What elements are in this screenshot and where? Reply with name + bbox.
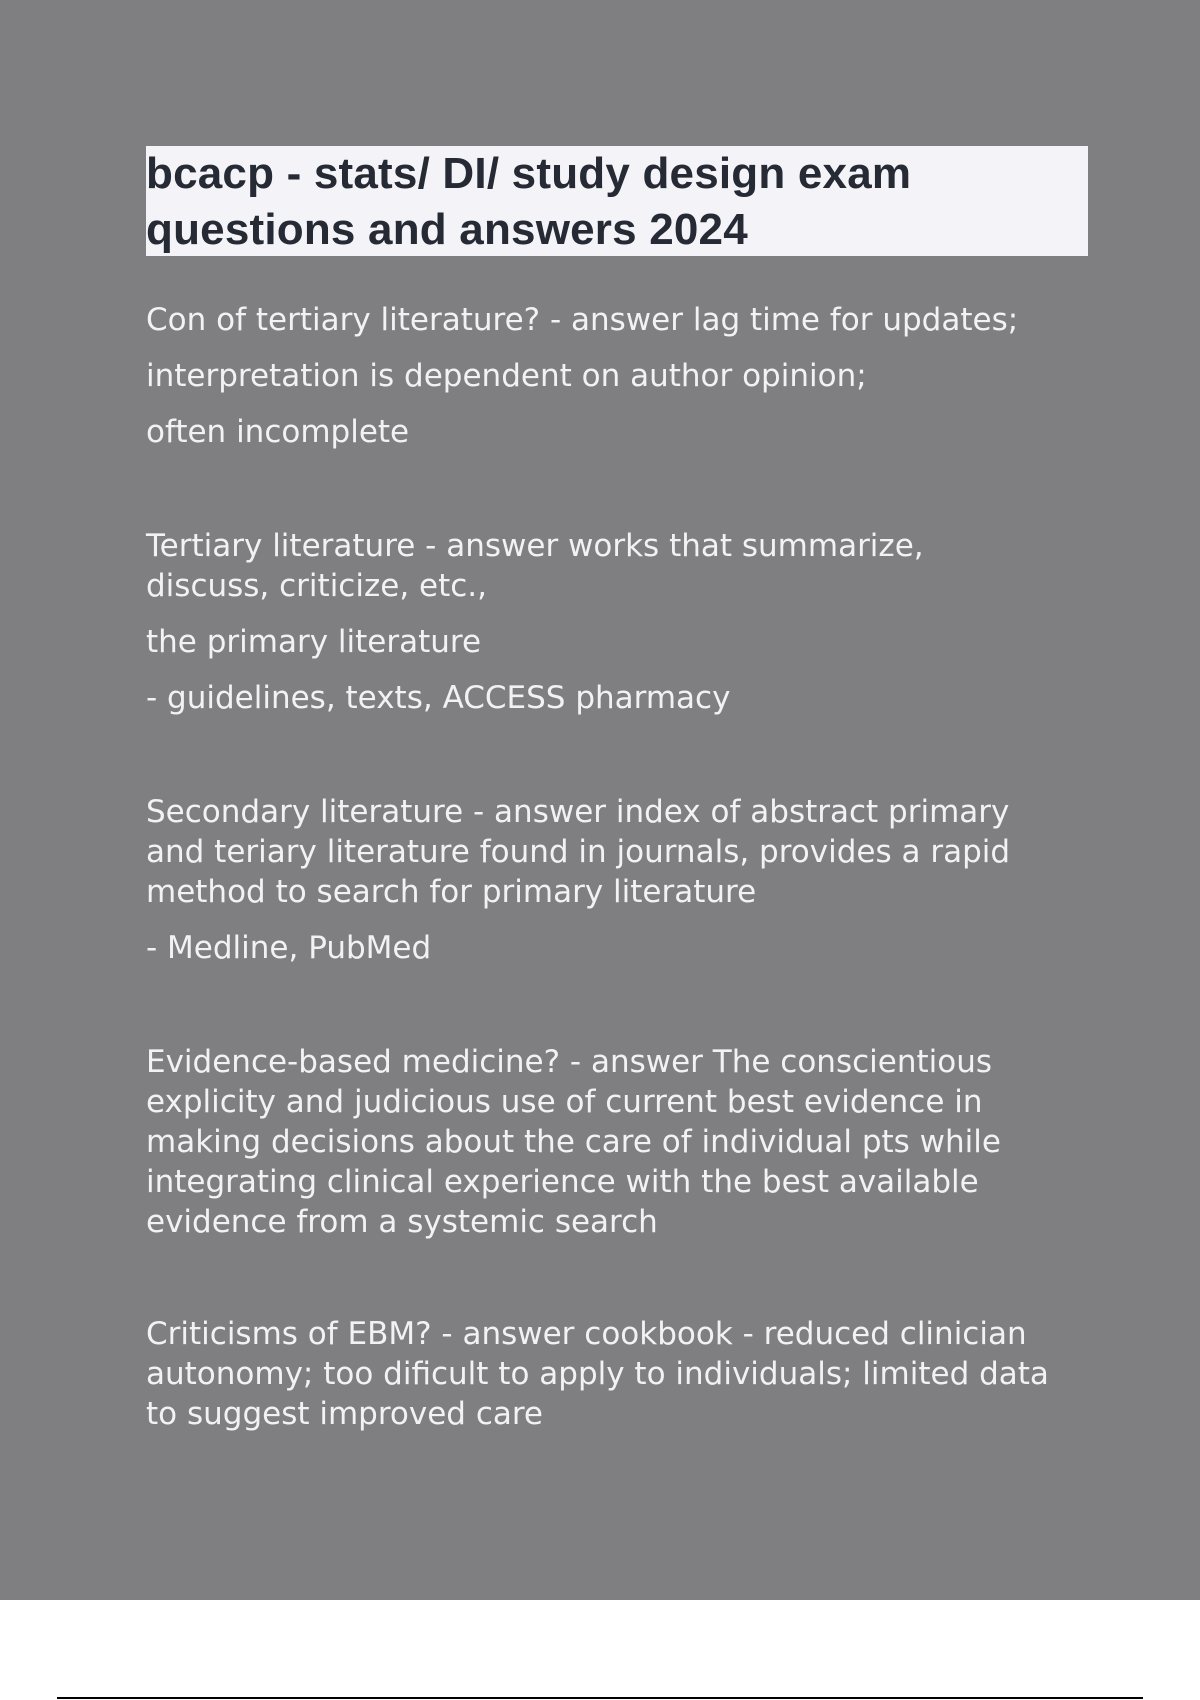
qa-line: Tertiary literature - answer works that summarize, xyxy=(146,528,924,564)
document-title-line: questions and answers 2024 xyxy=(146,205,748,254)
qa-line: and teriary literature found in journals, provides a rapid xyxy=(146,834,1011,870)
document-title-line: bcacp - stats/ DI/ study design exam xyxy=(146,149,912,198)
qa-line: Con of tertiary literature? - answer lag time for updates; xyxy=(146,302,1019,338)
qa-line: discuss, criticize, etc., xyxy=(146,568,487,604)
qa-line: Secondary literature - answer index of abstract primary xyxy=(146,794,1010,830)
qa-line: to suggest improved care xyxy=(146,1396,544,1432)
qa-line: method to search for primary literature xyxy=(146,874,757,910)
qa-line: - Medline, PubMed xyxy=(146,930,432,966)
qa-line: autonomy; too dificult to apply to individuals; limited data xyxy=(146,1356,1049,1392)
footer-divider xyxy=(57,1697,1143,1699)
qa-line: explicity and judicious use of current best evidence in xyxy=(146,1084,983,1120)
qa-line: evidence from a systemic search xyxy=(146,1204,658,1240)
qa-line: Criticisms of EBM? - answer cookbook - reduced clinician xyxy=(146,1316,1027,1352)
qa-line: integrating clinical experience with the best available xyxy=(146,1164,979,1200)
qa-line: - guidelines, texts, ACCESS pharmacy xyxy=(146,680,731,716)
title-highlight-box xyxy=(146,146,1088,256)
qa-line: often incomplete xyxy=(146,414,410,450)
qa-line: the primary literature xyxy=(146,624,482,660)
qa-line: Evidence-based medicine? - answer The conscientious xyxy=(146,1044,993,1080)
qa-line: interpretation is dependent on author opinion; xyxy=(146,358,867,394)
document-title xyxy=(146,146,1088,258)
qa-line: making decisions about the care of individual pts while xyxy=(146,1124,1001,1160)
